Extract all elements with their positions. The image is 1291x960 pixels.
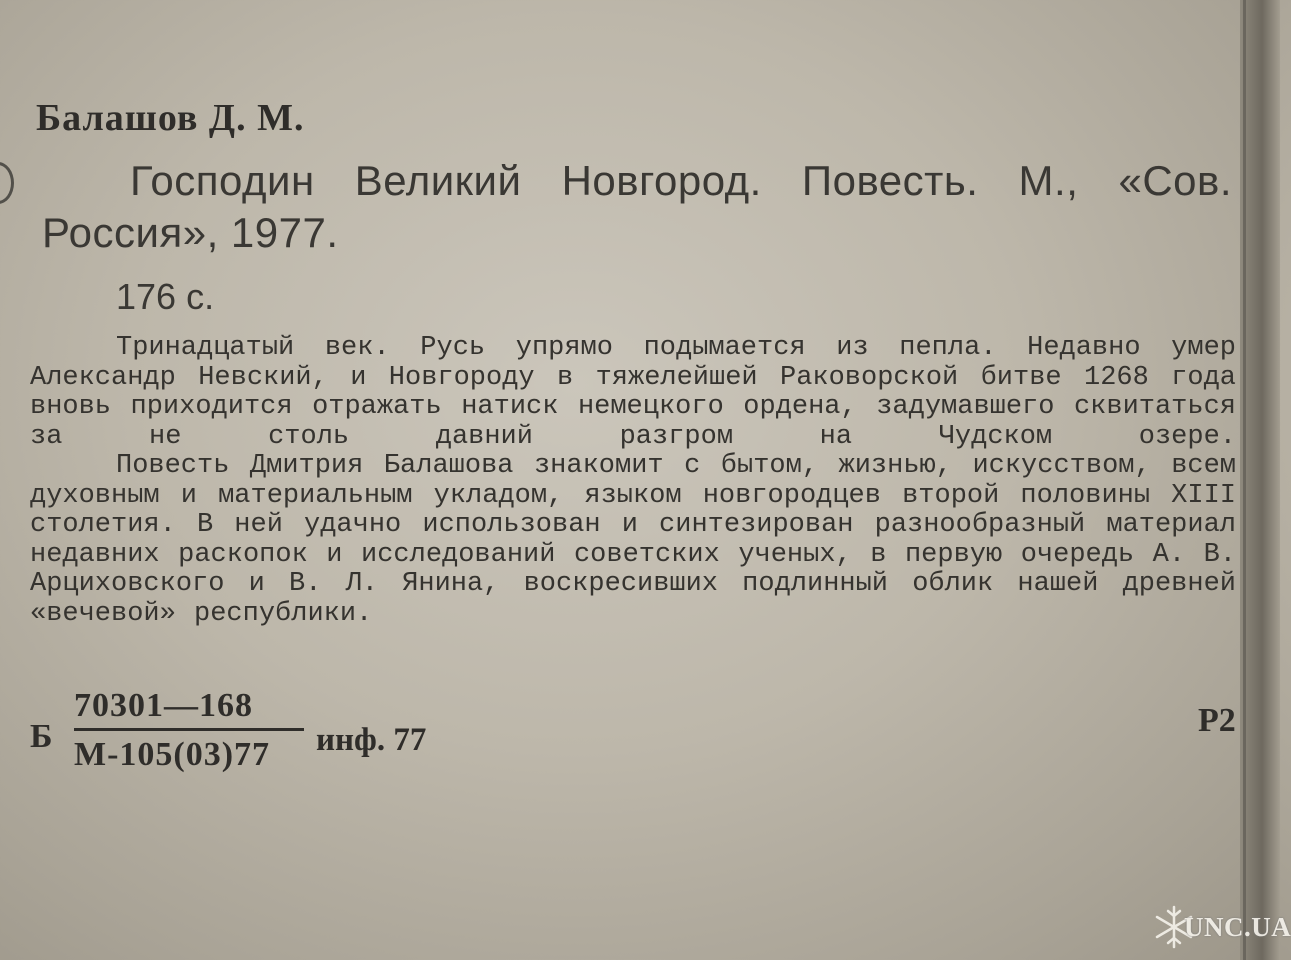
index-code: Р2 (1198, 702, 1236, 739)
watermark (1160, 898, 1291, 954)
binding-hole-mark (0, 162, 14, 204)
fraction-bar (74, 728, 304, 731)
author-name: Балашов Д. М. (36, 97, 305, 139)
bbk-info: инф. 77 (316, 722, 427, 758)
bbk-fraction (74, 686, 304, 775)
watermark-text: UNC.UA (1184, 912, 1291, 942)
bbk-denominator: М-105(03)77 (74, 736, 271, 773)
bbk-letter: Б (30, 718, 53, 755)
page-edge (1240, 0, 1280, 960)
book-title: Господин Великий Новгород. Повесть. М., «Сов. Россия», 1977. (42, 157, 1232, 256)
annotation (30, 334, 1236, 629)
bbk-numerator: 70301—168 (74, 687, 253, 724)
annotation-paragraph: Тринадцатый век. Русь упрямо подымается из пепла. Недавно умер Александр Невский, и Новгороду в тяжелейшей Раковорской битве 1268 года вновь приходится отражать натиск немецкого ордена, задумавшего сквитаться за не столь давний разгром на Чудском озере. (30, 333, 1236, 452)
annotation-paragraph: Повесть Дмитрия Балашова знакомит с бытом, жизнью, искусством, всем духовным и материальным укладом, языком новгородцев второй половины XIII столетия. В ней удачно использован и синтезирован разнообразный материал недавних раскопок и исследований советских ученых, в первую очередь А. В. Арциховского и В. Л. Янина, воскресивших подлинный облик нашей древней «вечевой» республики. (30, 451, 1236, 629)
page-edge-line (1243, 0, 1246, 960)
page-count: 176 с. (116, 276, 215, 317)
